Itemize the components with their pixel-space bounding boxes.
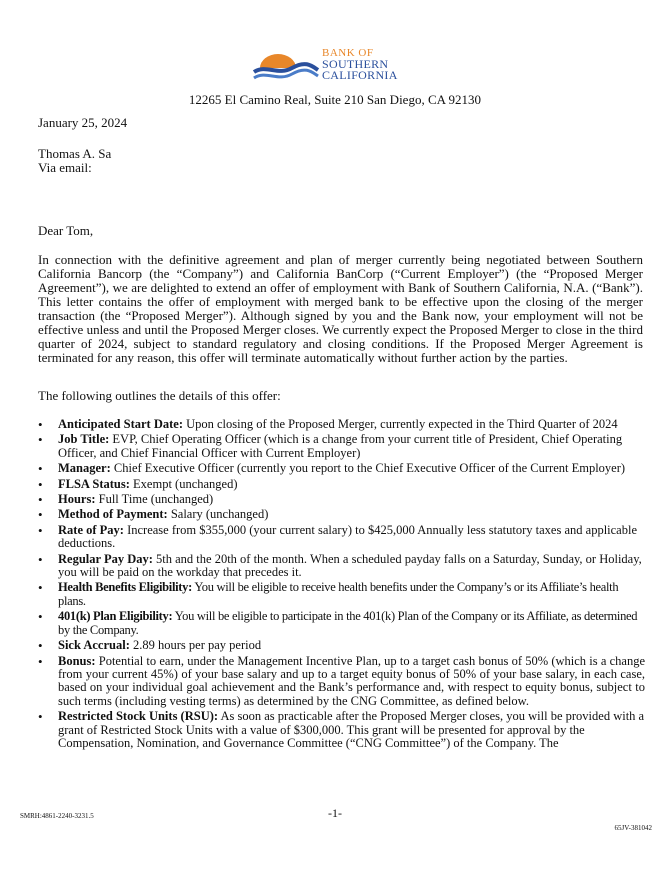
document-id: SMRH:4861-2240-3231.5 — [20, 812, 94, 820]
term-text: Salary (unchanged) — [167, 507, 269, 522]
term-item — [38, 493, 645, 506]
term-text: Potential to earn, under the Management Incentive Plan, up to a target cash bonus of 50% (which is a change from your current 45%) of your base salary and up to a target equity bonus of 50% of your base salary, in each case, based on your individual goal achievement and the Bank’s performance and, with respect to equity bonus, subject to such terms (including vesting terms) as determined by the CNG Committee, as defined below. — [58, 653, 645, 708]
term-text: You will be eligible to participate in the 401(k) Plan of the Company or its Affiliate, as determined by the Company. — [58, 609, 638, 637]
terms-intro: The following outlines the details of this offer: — [38, 388, 281, 403]
letterhead-address: 12265 El Camino Real, Suite 210 San Diego, CA 92130 — [188, 92, 482, 107]
term-item — [38, 433, 645, 460]
recipient-via: Via email: — [38, 160, 92, 175]
term-text: You will be eligible to receive health benefits under the Company’s or its Affiliate’s health plans. — [58, 580, 619, 608]
page-number: -1- — [328, 806, 342, 820]
term-item — [38, 710, 645, 750]
term-text: Upon closing of the Proposed Merger, currently expected in the Third Quarter of 2024 — [182, 417, 618, 431]
letter-date: January 25, 2024 — [38, 115, 128, 130]
term-item — [38, 418, 645, 431]
term-label: Job Title: — [58, 432, 110, 447]
bank-logo-icon — [252, 50, 320, 82]
term-text: EVP, Chief Operating Officer (which is a change from your current title of President, Chief Operating Officer, and Chief Financial Officer with Current Employer) — [58, 432, 623, 460]
document-code: 65JV-381042 — [614, 824, 652, 832]
offer-terms-list — [38, 418, 645, 752]
term-label: Health Benefits Eligibility: — [58, 580, 192, 595]
term-item — [38, 581, 645, 608]
term-text: Full Time (unchanged) — [95, 492, 214, 507]
term-text: As soon as practicable after the Proposed Merger closes, you will be provided with a grant of Restricted Stock Units with a value of $300,000. This grant will be presented for approval by the Compensation, Nomination, and Governance Committee (“CNG Committee”) of the Company. The — [58, 709, 645, 750]
term-item — [38, 508, 645, 521]
term-label: Rate of Pay: — [58, 522, 124, 537]
term-item — [38, 478, 645, 491]
term-text: 5th and the 20th of the month. When a scheduled payday falls on a Saturday, Sunday, or Holiday, you will be paid on the workday that precedes it. — [58, 551, 642, 580]
term-item — [38, 655, 645, 709]
term-text: Chief Executive Officer (currently you report to the Chief Executive Officer of the Current Employer) — [110, 461, 626, 476]
bank-logo-text — [322, 48, 398, 81]
term-item — [38, 524, 645, 551]
term-label: Hours: — [58, 492, 96, 507]
term-item — [38, 462, 645, 475]
term-label: 401(k) Plan Eligibility: — [58, 609, 173, 624]
term-text: Increase from $355,000 (your current salary) to $425,000 Annually less statutory taxes and applicable deductions. — [58, 522, 638, 551]
term-label: Regular Pay Day: — [58, 551, 153, 566]
term-label: Manager: — [58, 461, 111, 476]
recipient-block — [38, 147, 111, 175]
term-item — [38, 553, 645, 580]
bank-logo — [252, 48, 422, 86]
recipient-name: Thomas A. Sa — [38, 146, 112, 161]
intro-paragraph: In connection with the definitive agreement and plan of merger currently being negotiated between Southern California Bancorp (the “Company”) and California BanCorp (“Current Employer”) (the “Proposed Merger Agreement”), we are delighted to extend an offer of employment with Bank of Southern California, N.A. (“Bank”). This letter contains the offer of employment with merged bank to be effective upon the closing of the merger transaction (the “Proposed Merger”). Although signed by you and the Bank now, your employment will not be effective unless and until the Proposed Merger closes. We currently expect the Proposed Merger to close in the third quarter of 2024, subject to standard regulatory and closing conditions. If the Proposed Merger Agreement is terminated for any reason, this offer will terminate automatically without further action by the parties. — [38, 252, 643, 365]
term-text: 2.89 hours per pay period — [129, 638, 262, 653]
logo-line-3: CALIFORNIA — [322, 68, 398, 82]
term-item — [38, 610, 645, 637]
term-label: FLSA Status: — [58, 476, 130, 491]
salutation: Dear Tom, — [38, 223, 94, 238]
term-label: Sick Accrual: — [58, 638, 130, 653]
term-text: Exempt (unchanged) — [129, 476, 238, 491]
logo-line-2: SOUTHERN — [322, 57, 389, 71]
term-label: Bonus: — [58, 653, 96, 668]
term-label: Method of Payment: — [58, 507, 168, 522]
term-label: Anticipated Start Date: — [58, 417, 183, 431]
term-label: Restricted Stock Units (RSU): — [58, 709, 219, 724]
logo-line-1: BANK OF — [322, 47, 374, 59]
term-item — [38, 639, 645, 652]
